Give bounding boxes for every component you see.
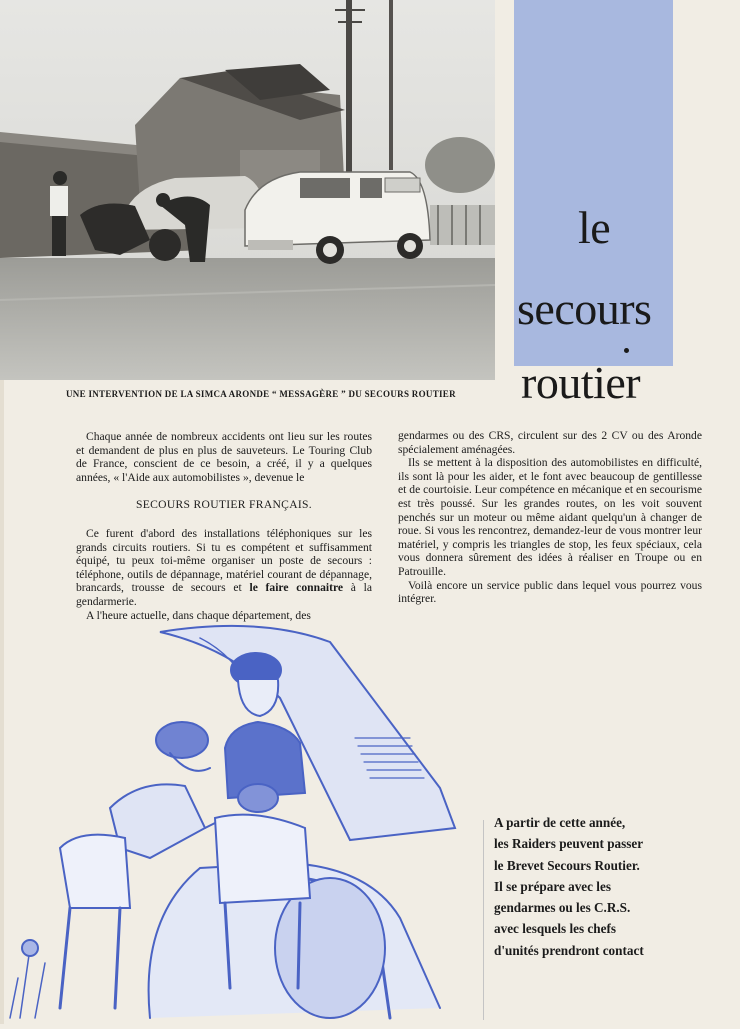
section-heading: SECOURS ROUTIER FRANÇAIS. — [136, 498, 312, 512]
paragraph: gendarmes ou des CRS, circulent sur des 2 CV ou des Aronde spécialement aménagées. — [398, 429, 702, 456]
paragraph: Ce furent d'abord des installations téléphoniques sur les grands circuits routiers. Si tu es compétent et suffisamment équipé, tu peux toi-même organiser un poste de secours : téléphone, outils de dépannage, matériel courant de dépannage, brancards, trousse de secours et le faire connaitre à la gendarmerie. — [76, 526, 372, 608]
paragraph: Voilà encore un service public dans lequel vous pourrez vous intégrer. — [398, 578, 702, 606]
note-line: le Brevet Secours Routier. — [494, 857, 640, 873]
article-left-column — [76, 430, 372, 622]
article-right-column — [398, 429, 702, 606]
title-dot — [624, 348, 629, 353]
note-line: avec lesquels les chefs — [494, 921, 616, 937]
title-line-le: le — [578, 202, 611, 253]
paragraph: Chaque année de nombreux accidents ont lieu sur les routes et demandent de plus en plus de sauveteurs. Le Touring Club de France, conscient de ce besoin, a créé, il y a quelques années, « l'Aide aux automobilistes », devenue le — [76, 430, 372, 484]
raiders-brevet-note — [494, 812, 706, 961]
title-line-routier: routier — [521, 357, 641, 408]
emphasis: le faire connaitre — [249, 581, 344, 595]
boys-repairing-car-illustration — [0, 618, 480, 1024]
note-line: gendarmes ou les C.R.S. — [494, 900, 631, 916]
note-line: les Raiders peuvent passer — [494, 836, 644, 852]
paragraph: A l'heure actuelle, dans chaque département, des — [86, 608, 311, 622]
note-line: d'unités prendront contact — [494, 942, 644, 958]
road-rescue-photo — [0, 0, 495, 380]
note-line: A partir de cette année, — [494, 815, 626, 830]
title-line-secours: secours — [517, 283, 652, 334]
note-line: Il se prépare avec les — [494, 878, 611, 894]
paragraph: Ils se mettent à la disposition des automobilistes en difficulté, ils sont là pour les aider, et le font avec beaucoup de gentillesse et de courtoisie. Leur compétence en mécanique et en secourisme est très poussé. Sur les grandes routes, on les voit souvent penchés sur un moteur ou même aidant quelqu'un à changer de roue. Si vous les rencontrez, demandez-leur de vous montrer leur matériel, y compris les triangles de stop, les feux spéciaux, cela vous donnera sûrement des idées à réaliser en Troupe ou en Patrouille. — [398, 456, 702, 578]
photo-caption: UNE INTERVENTION DE LA SIMCA ARONDE “ MESSAGÈRE ” DU SECOURS ROUTIER — [66, 389, 456, 399]
note-divider — [483, 820, 484, 1020]
